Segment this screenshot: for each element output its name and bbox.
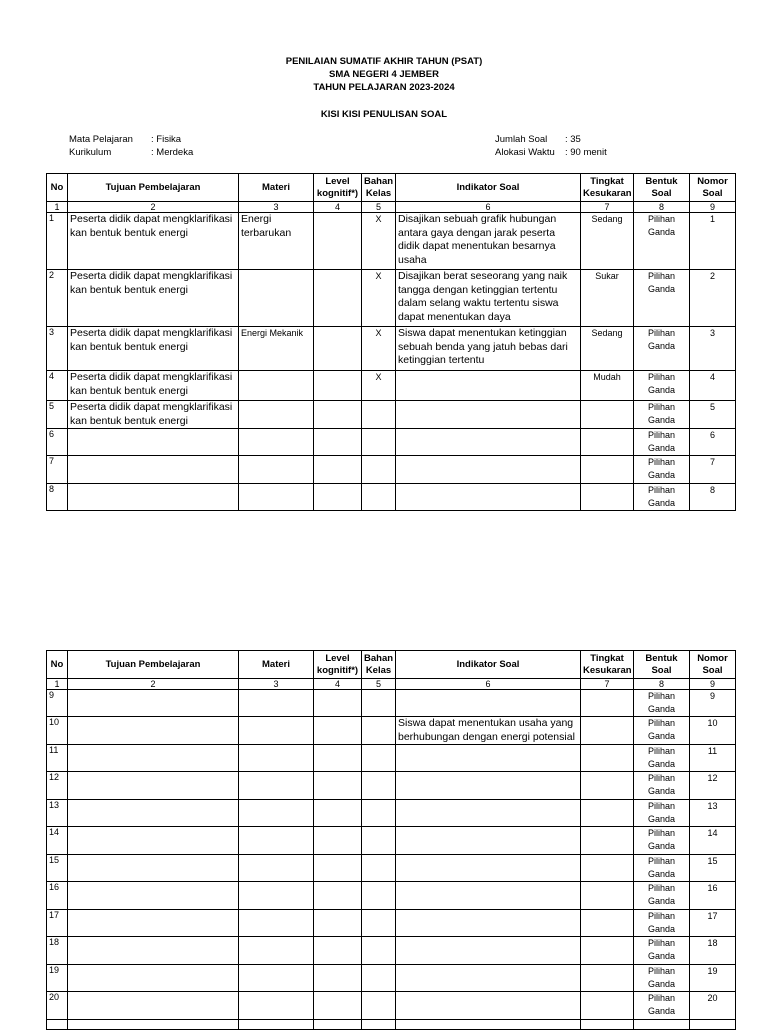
row-indikator [396,855,581,882]
row-nomor: 11 [690,745,736,772]
table-row [47,827,736,855]
row-level [314,213,362,270]
mata-pelajaran-label: Mata Pelajaran [69,134,133,145]
row-tujuan: Peserta didik dapat mengklarifikasi kan bentuk bentuk energi [68,327,239,371]
row-level [314,910,362,937]
col-header-bentuk: Bentuk Soal [634,651,690,679]
row-no: 10 [47,717,68,745]
row-materi [239,882,314,910]
row-bentuk: Pilihan Ganda [634,327,690,371]
col-number: 5 [362,202,396,213]
row-tujuan [68,745,239,772]
col-number: 5 [362,679,396,690]
row-bahan: X [362,327,396,371]
row-level [314,429,362,456]
col-number: 4 [314,679,362,690]
col-header-materi: Materi [239,651,314,679]
row-nomor: 1 [690,213,736,270]
row-nomor: 4 [690,371,736,401]
row-materi [239,456,314,484]
row-no: 17 [47,910,68,937]
row-bahan [362,1020,396,1030]
row-materi [239,992,314,1020]
row-tingkat [581,882,634,910]
row-indikator [396,456,581,484]
table-row [47,910,736,937]
row-level [314,827,362,855]
row-tingkat [581,745,634,772]
row-tingkat [581,965,634,992]
jumlah-soal-value: : 35 [565,134,581,145]
table-row [47,882,736,910]
col-header-nomor: Nomor Soal [690,651,736,679]
row-bahan [362,882,396,910]
row-tingkat [581,401,634,429]
row-tujuan [68,937,239,965]
row-nomor: 12 [690,772,736,800]
row-bentuk: Pilihan Ganda [634,401,690,429]
row-tingkat [581,772,634,800]
row-nomor: 9 [690,690,736,717]
col-header-bahan: Bahan Kelas [362,651,396,679]
row-no: 12 [47,772,68,800]
col-number: 8 [634,202,690,213]
header-school: SMA NEGERI 4 JEMBER [329,69,439,80]
row-nomor: 3 [690,327,736,371]
col-header-tujuan: Tujuan Pembelajaran [68,174,239,202]
row-tujuan [68,800,239,827]
row-materi [239,484,314,511]
row-bahan [362,855,396,882]
table-row [47,690,736,717]
row-tingkat [581,717,634,745]
table-row [47,855,736,882]
row-tujuan: Peserta didik dapat mengklarifikasi kan bentuk bentuk energi [68,371,239,401]
table-row [47,484,736,511]
row-level [314,717,362,745]
kurikulum-value: : Merdeka [151,147,194,158]
row-tingkat [581,992,634,1020]
row-tujuan [68,429,239,456]
table-row [47,456,736,484]
row-bahan: X [362,213,396,270]
col-header-level: Level kognitif*) [314,174,362,202]
row-nomor: 6 [690,429,736,456]
row-materi [239,1020,314,1030]
row-tingkat [581,937,634,965]
row-bentuk: Pilihan Ganda [634,690,690,717]
table-row [47,717,736,745]
row-bentuk: Pilihan Ganda [634,429,690,456]
row-indikator [396,484,581,511]
row-level [314,690,362,717]
row-bentuk: Pilihan Ganda [634,800,690,827]
row-level [314,327,362,371]
row-nomor: 7 [690,456,736,484]
col-number: 3 [239,679,314,690]
table-row [47,429,736,456]
row-tingkat [581,456,634,484]
row-materi: Energi terbarukan [239,213,314,270]
header-subtitle: KISI KISI PENULISAN SOAL [320,109,448,120]
col-header-no: No [47,651,68,679]
row-level [314,992,362,1020]
col-header-indikator: Indikator Soal [396,651,581,679]
table-row [47,800,736,827]
row-bentuk: Pilihan Ganda [634,270,690,327]
row-level [314,401,362,429]
row-bahan [362,992,396,1020]
row-level [314,882,362,910]
row-indikator [396,745,581,772]
row-level [314,937,362,965]
row-level [314,371,362,401]
row-bahan [362,745,396,772]
row-indikator [396,1020,581,1030]
table-row [47,371,736,401]
row-no: 11 [47,745,68,772]
row-tujuan [68,456,239,484]
col-number: 1 [47,679,68,690]
row-no: 5 [47,401,68,429]
col-header-tingkat: Tingkat Kesukaran [581,651,634,679]
row-bentuk: Pilihan Ganda [634,456,690,484]
row-bahan: X [362,371,396,401]
row-no: 18 [47,937,68,965]
row-tingkat [581,800,634,827]
row-no: 4 [47,371,68,401]
row-nomor: 17 [690,910,736,937]
table-row [47,745,736,772]
row-materi [239,690,314,717]
row-tujuan [68,855,239,882]
col-header-materi: Materi [239,174,314,202]
col-header-level: Level kognitif*) [314,651,362,679]
row-bentuk: Pilihan Ganda [634,882,690,910]
mata-pelajaran-value: : Fisika [151,134,182,145]
row-no: 2 [47,270,68,327]
col-header-nomor: Nomor Soal [690,174,736,202]
row-no: 6 [47,429,68,456]
row-no: 3 [47,327,68,371]
row-no: 8 [47,484,68,511]
col-header-tingkat: Tingkat Kesukaran [581,174,634,202]
row-nomor: 18 [690,937,736,965]
row-nomor: 10 [690,717,736,745]
row-bahan [362,456,396,484]
col-header-tujuan: Tujuan Pembelajaran [68,651,239,679]
row-materi [239,270,314,327]
row-tujuan [68,882,239,910]
col-header-bentuk: Bentuk Soal [634,174,690,202]
table-row [47,965,736,992]
row-no: 7 [47,456,68,484]
row-materi [239,772,314,800]
column-number-row [47,202,736,213]
row-tingkat [581,429,634,456]
row-tingkat [581,910,634,937]
row-nomor: 8 [690,484,736,511]
row-nomor: 15 [690,855,736,882]
row-tujuan [68,772,239,800]
row-materi [239,371,314,401]
col-number: 9 [690,202,736,213]
meta-left [69,133,193,159]
row-bentuk: Pilihan Ganda [634,992,690,1020]
row-no: 20 [47,992,68,1020]
row-materi [239,745,314,772]
row-indikator: Disajikan berat seseorang yang naik tangga dengan ketinggian tertentu dalam selang waktu tertentu siswa dapat menentukan daya [396,270,581,327]
row-indikator [396,827,581,855]
table-row [47,401,736,429]
col-header-no: No [47,174,68,202]
row-bahan [362,484,396,511]
row-nomor: 16 [690,882,736,910]
row-bentuk: Pilihan Ganda [634,827,690,855]
row-tujuan: Peserta didik dapat mengklarifikasi kan bentuk bentuk energi [68,401,239,429]
row-nomor: 20 [690,992,736,1020]
col-number: 2 [68,679,239,690]
alokasi-waktu-label: Alokasi Waktu [495,147,555,158]
document-header [0,55,768,94]
col-number: 3 [239,202,314,213]
row-bahan [362,937,396,965]
row-level [314,745,362,772]
table-row [47,772,736,800]
row-bahan [362,772,396,800]
row-bentuk: Pilihan Ganda [634,772,690,800]
table-row [47,270,736,327]
row-tujuan [68,690,239,717]
row-bentuk: Pilihan Ganda [634,855,690,882]
row-no: 13 [47,800,68,827]
row-materi [239,800,314,827]
row-bentuk [634,1020,690,1030]
row-no: 14 [47,827,68,855]
row-tingkat: Sukar [581,270,634,327]
row-tujuan [68,484,239,511]
row-bentuk: Pilihan Ganda [634,910,690,937]
row-tingkat [581,1020,634,1030]
alokasi-waktu-value: : 90 menit [565,147,607,158]
row-no: 1 [47,213,68,270]
row-indikator: Disajikan sebuah grafik hubungan antara gaya dengan jarak peserta didik dapat menentukan besarnya usaha [396,213,581,270]
row-nomor: 2 [690,270,736,327]
row-level [314,800,362,827]
row-indikator: Siswa dapat menentukan ketinggian sebuah benda yang jatuh bebas dari ketinggian tertentu [396,327,581,371]
row-level [314,484,362,511]
kurikulum-label: Kurikulum [69,147,112,158]
row-materi [239,910,314,937]
row-indikator [396,401,581,429]
row-bentuk: Pilihan Ganda [634,717,690,745]
row-bentuk: Pilihan Ganda [634,745,690,772]
row-nomor: 19 [690,965,736,992]
column-number-row [47,679,736,690]
kisi-table-1 [46,173,736,511]
row-level [314,772,362,800]
row-indikator: Siswa dapat menentukan usaha yang berhubungan dengan energi potensial [396,717,581,745]
row-bahan [362,429,396,456]
row-bahan [362,827,396,855]
row-materi [239,965,314,992]
jumlah-soal-label: Jumlah Soal [495,134,548,145]
row-bentuk: Pilihan Ganda [634,937,690,965]
row-bahan [362,401,396,429]
row-bahan [362,965,396,992]
col-number: 8 [634,679,690,690]
row-tujuan: Peserta didik dapat mengklarifikasi kan bentuk bentuk energi [68,270,239,327]
col-number: 2 [68,202,239,213]
row-bentuk: Pilihan Ganda [634,213,690,270]
row-tujuan: Peserta didik dapat mengklarifikasi kan bentuk bentuk energi [68,213,239,270]
row-nomor [690,1020,736,1030]
row-indikator [396,882,581,910]
col-number: 6 [396,679,581,690]
row-tingkat [581,827,634,855]
row-tingkat [581,855,634,882]
row-materi [239,827,314,855]
table-row [47,1020,736,1030]
row-no: 19 [47,965,68,992]
row-nomor: 14 [690,827,736,855]
row-indikator [396,965,581,992]
col-number: 1 [47,202,68,213]
row-bahan [362,800,396,827]
table-row [47,937,736,965]
row-indikator [396,937,581,965]
col-number: 4 [314,202,362,213]
row-indikator [396,910,581,937]
table-header-row [47,174,736,202]
row-level [314,855,362,882]
row-level [314,965,362,992]
row-indikator [396,690,581,717]
row-tingkat: Mudah [581,371,634,401]
header-year: TAHUN PELAJARAN 2023-2024 [313,82,455,93]
row-materi [239,401,314,429]
row-indikator [396,371,581,401]
col-number: 9 [690,679,736,690]
row-tujuan [68,965,239,992]
row-materi [239,717,314,745]
row-tingkat [581,484,634,511]
table-row [47,992,736,1020]
row-tujuan [68,992,239,1020]
row-tujuan [68,827,239,855]
kisi-table-2 [46,650,736,1030]
row-materi: Energi Mekanik [239,327,314,371]
col-header-indikator: Indikator Soal [396,174,581,202]
row-bahan: X [362,270,396,327]
row-bahan [362,910,396,937]
row-no: 15 [47,855,68,882]
row-tingkat: Sedang [581,327,634,371]
row-indikator [396,800,581,827]
row-bentuk: Pilihan Ganda [634,371,690,401]
row-nomor: 5 [690,401,736,429]
row-no: 16 [47,882,68,910]
col-header-bahan: Bahan Kelas [362,174,396,202]
row-materi [239,937,314,965]
row-bahan [362,690,396,717]
table-row [47,213,736,270]
row-level [314,1020,362,1030]
row-tingkat [581,690,634,717]
row-bentuk: Pilihan Ganda [634,484,690,511]
col-number: 7 [581,679,634,690]
row-nomor: 13 [690,800,736,827]
row-tujuan [68,910,239,937]
row-tingkat: Sedang [581,213,634,270]
row-bahan [362,717,396,745]
row-materi [239,429,314,456]
table-row [47,327,736,371]
meta-right [495,133,607,159]
table-header-row [47,651,736,679]
row-indikator [396,772,581,800]
row-level [314,456,362,484]
row-bentuk: Pilihan Ganda [634,965,690,992]
row-indikator [396,992,581,1020]
row-tujuan [68,717,239,745]
row-no: 9 [47,690,68,717]
row-indikator [396,429,581,456]
row-materi [239,855,314,882]
row-no [47,1020,68,1030]
row-tujuan [68,1020,239,1030]
col-number: 6 [396,202,581,213]
col-number: 7 [581,202,634,213]
header-title: PENILAIAN SUMATIF AKHIR TAHUN (PSAT) [285,56,483,67]
row-level [314,270,362,327]
